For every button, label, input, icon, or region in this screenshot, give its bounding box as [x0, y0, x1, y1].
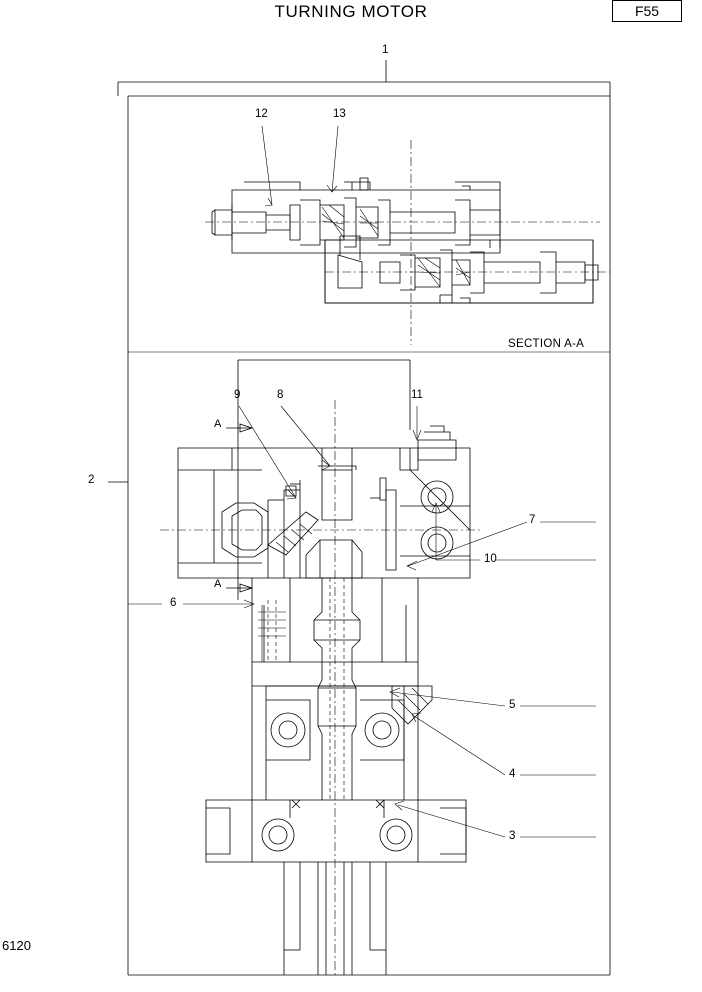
callout-10: 10: [484, 553, 497, 565]
section-view-label: SECTION A-A: [508, 338, 585, 350]
sheet-code-label: 6120: [2, 938, 31, 953]
callout-1: 1: [382, 44, 389, 56]
section-cut-letter-top: A: [214, 418, 222, 430]
callout-8: 8: [277, 389, 284, 401]
callout-11: 11: [411, 389, 423, 401]
callout-7: 7: [529, 514, 536, 526]
callout-9: 9: [234, 389, 241, 401]
callout-2: 2: [88, 474, 95, 486]
bracket-item-2: [108, 96, 610, 975]
page-code-label: F55: [634, 3, 660, 19]
callout-6: 6: [170, 597, 177, 609]
page-title: TURNING MOTOR: [274, 2, 428, 21]
section-aa-drawing: [205, 126, 610, 345]
section-cut-letter-bottom: A: [214, 578, 222, 590]
bracket-item-1: [118, 60, 610, 96]
main-assembly-drawing: [128, 360, 596, 975]
callout-4: 4: [509, 768, 516, 780]
callout-12: 12: [255, 108, 268, 120]
callout-13: 13: [333, 108, 346, 120]
callout-5: 5: [509, 699, 516, 711]
callout-3: 3: [509, 830, 516, 842]
